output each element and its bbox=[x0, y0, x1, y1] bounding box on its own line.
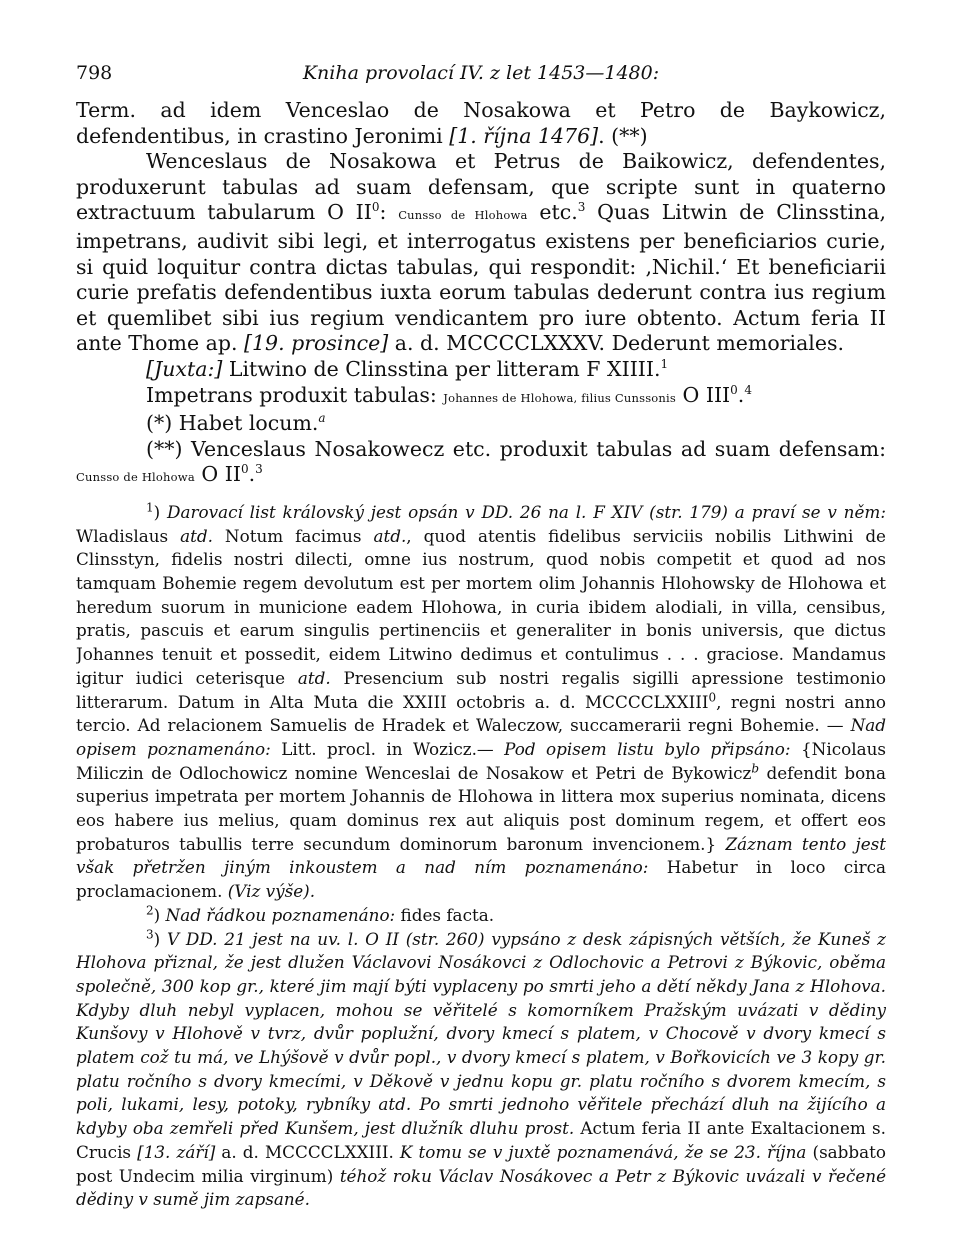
text-span: : bbox=[379, 200, 399, 225]
text-span: O III bbox=[676, 382, 731, 407]
paragraph-venceslaus bbox=[76, 437, 886, 491]
text-span: Quas Litwin de Clinsstina, impetrans, audivit sibi legi, et interrogatus existens per beneficiarios curie, si quid loquitur contra dictas tabulas, qui respondit: ‚Nichil.‘ Et beneficiarii curie prefatis defendentibus iuxta eorum tabulas dederunt contra ius regium et quemlibet sibi ius regium vendicantem pro iure obtento. Actum feria II ante Thome ap. bbox=[76, 200, 886, 356]
text-span: Litwino de Clinsstina per litteram F XIIII. bbox=[222, 356, 661, 381]
paragraph-term bbox=[76, 98, 886, 149]
footnote-ref: 1 bbox=[660, 357, 669, 372]
footnotes bbox=[76, 501, 886, 1212]
footnote-ref: 3 bbox=[255, 462, 263, 477]
footnote-ref: 3 bbox=[577, 200, 586, 215]
footnote-ref: a bbox=[318, 411, 326, 426]
text-span: (sabbato post Undecim milia virginum) bbox=[76, 1141, 886, 1186]
text-span: Notum facimus bbox=[212, 525, 374, 546]
editorial-date: [1. října 1476] bbox=[449, 123, 599, 148]
text-span: a. d. MCCCCLXXIII. bbox=[215, 1141, 400, 1162]
text-span: (Viz výše). bbox=[227, 881, 316, 902]
footnote-marker: 3 bbox=[146, 926, 154, 941]
text-span: fides facta. bbox=[395, 904, 495, 925]
superscript: 0 bbox=[240, 462, 249, 477]
text-span: a. d. MCCCCLXXXV. Dederunt memoriales. bbox=[388, 331, 845, 356]
text-span: atd. bbox=[297, 667, 331, 688]
text-span: Nad opisem poznamenáno: bbox=[76, 715, 886, 759]
page-number: 798 bbox=[76, 62, 113, 84]
text-span: Impetrans produxit tabulas: bbox=[146, 382, 444, 407]
text-span: Nad řádkou poznamenáno: bbox=[165, 904, 396, 925]
text-span: {Nicolaus Miliczin de Odlochowicz nomine Wenceslai de Nosakow et Petri de Bykowicz bbox=[76, 738, 886, 783]
footnote-3: $^3$) V DD. 21 jest na uv. l. O II (str. 260) vypsáno z desk zápisných větších, že Kuneš z Hlohova přiznal, že jest dlužen Václavovi Nosákovci z Odlochovic a Petrovi z Býkovic, oběma společně, 300 kop gr., které jim mají býti vyplaceny po smrti jeho a dětí někdy Jana z Hlohova. Kdyby dluh nebyl vyplacen, mohou se věřitelé s komorníkem Pražským uvázati v dědiny Kunšovy v Hlohově v tvrz, dvůr poplužní, dvory kmecí s platem, v Chocově v dvory kmecí s platem což tu má, ve Lhýšově v dvůr popl., v dvory kmecí s platem, v Bořkovicích ve 3 kopy gr. platu ročního s dvory kmecími, v Děkově v jednu kopu gr. platu ročního s dvorem kmecím, s poli, lukami, lesy, potoky, rybníky atd. Po smrti jednoho věřitele přechází dluh na žijícího a kdyby oba zemřeli před Kunšem, jest dlužník dluhu prost. Actum feria II ante Exaltacionem s. Crucis [13. září] a. d. MCCCCLXXIII. K tomu se v juxtě poznamenává, že se 23. října (sabbato post Undecim milia virginum) téhož roku Václav Nosákovec a Petr z Býkovic uvázali v řečené dědiny v sumě jim zapsané. bbox=[76, 926, 886, 1210]
text-span: Wladislaus bbox=[76, 525, 181, 546]
text-span: Wenceslaus de Nosakowa et Petrus de Baikowicz, defendentes, produxerunt tabulas ad suam defensam, que scripte sunt in quaterno extractuum tabularum O II bbox=[76, 149, 886, 225]
text-span: defendit bona superius impetrata per mortem Johannis de Hlohowa in littera mox superius nominata, dicens eos habere ius melius, quam dominus rex aut aliquis post dominum regem, et offert eos probaturos tabullis terre secundum dominorum baronum invencionem.} bbox=[76, 762, 886, 854]
paragraph-habet bbox=[76, 411, 886, 437]
footnote-2: $^2$) Nad řádkou poznamenáno: fides facta. bbox=[146, 903, 495, 925]
juxta-label: [Juxta:] bbox=[146, 356, 223, 381]
small-caps-name: Cunsso de Hlohowa bbox=[76, 470, 195, 485]
superscript: 0 bbox=[708, 689, 717, 704]
page-header bbox=[76, 58, 886, 98]
superscript: 0 bbox=[730, 382, 738, 397]
editorial-date: [19. prosince] bbox=[244, 331, 389, 356]
superscript: 0 bbox=[371, 200, 380, 215]
main-text bbox=[76, 98, 886, 491]
text-span: V DD. 21 jest na uv. l. O II (str. 260) vypsáno z desk zápisných větších, že Kuneš z Hlohova přiznal, že jest dlužen Václavovi Nosákovci z Odlochovic a Petrovi z Býkovic, oběma společně, 300 kop gr., které jim mají býti vyplaceny po smrti jeho a dětí někdy Jana z Hlohova. Kdyby dluh nebyl vyplacen, mohou se věřitelé s komorníkem Pražským uvázati v dědiny Kunšovy v Hlohově v tvrz, dvůr poplužní, dvory kmecí s platem, v Chocově v dvory kmecí s platem což tu má, ve Lhýšově v dvůr popl., v dvory kmecí s platem, v Bořkovicích ve 3 kopy gr. platu ročního s dvory kmecími, v Děkově v jednu kopu gr. platu ročního s dvorem kmecím, s poli, lukami, lesy, potoky, rybníky atd. Po smrti jednoho věřitele přechází dluh na žijícího a kdyby oba zemřeli před Kunšem, jest dlužník dluhu prost. bbox=[76, 928, 886, 1139]
text-span: Habetur in loco circa proclamacionem. bbox=[76, 857, 886, 902]
text-span: . bbox=[248, 462, 256, 487]
text-span: , regni nostri anno tercio. Ad relacionem Samuelis de Hradek et Waleczow, succamerarii regni Bohemie. — bbox=[76, 691, 886, 736]
text-span: (*) Habet locum. bbox=[146, 411, 319, 436]
text-span: (**) Venceslaus Nosakowecz etc. produxit tabulas ad suam defensam: bbox=[146, 436, 886, 461]
page bbox=[76, 58, 886, 1218]
text-span: O II bbox=[194, 462, 241, 487]
text-span: K tomu se v juxtě poznamenává, že se 23. října bbox=[399, 1141, 807, 1162]
editorial-date: [13. září] bbox=[137, 1141, 216, 1162]
text-span: Pod opisem listu bylo připsáno: bbox=[504, 738, 791, 759]
text-span: Litt. procl. in Wozicz.— bbox=[270, 738, 505, 759]
footnote-ref: b bbox=[751, 761, 760, 776]
text-span: atd. bbox=[180, 525, 213, 546]
footnote-1: $^1$) Darovací list královský jest opsán v DD. 26 na l. F XIV (str. 179) a praví se v něm: Wladislaus atd. Notum facimus atd., quod atentis fidelibus serviciis nobilis Lithwini de Clinsstyn, fidelis nostri dilecti, omne ius nostrum, quod nobis competit et quod ad nos tamquam Bohemie regem devolutum est per mortem olim Johannis Hlohowsky de Hlohowa et heredum suorum in municione eadem Hlohowa, in curia ibidem alodiali, in villa, censibus, pratis, pascuis et earum singulis pertinenciis et generaliter in bonis universis, que dictus Johannes tenuit et possedit, eidem Litwino dedimus et contulimus . . . graciose. Mandamus igitur iudici ceterisque atd. Presencium sub nostri regalis sigilli apressione testimonio litterarum. Datum in Alta Muta die XXIII octobris a. d. MCCCCLXXIII$^0$, regni nostri anno tercio. Ad relacionem Samuelis de Hradek et Waleczow, succamerarii regni Bohemie. — Nad opisem poznamenáno: Litt. procl. in Wozicz.— Pod opisem listu bylo připsáno: {Nicolaus Miliczin de Odlochowicz nomine Wenceslai de Nosakow et Petri de Bykowicz$^b$ defendit bona superius impetrata per mortem Johannis de Hlohowa in littera mox superius nominata, dicens eos habere ius melius, quam dominus rex aut aliquis post dominum regem, et offert eos probaturos tabullis terre secundum dominorum baronum invencionem.} Záznam tento jest však přetržen jiným inkoustem a nad ním poznamenáno: Habetur in loco circa proclamacionem. (Viz výše). bbox=[76, 500, 886, 902]
text-span: atd. bbox=[373, 525, 407, 546]
footnote-marker: 1 bbox=[146, 500, 154, 515]
text-span: etc. bbox=[527, 200, 578, 225]
text-span: Darovací list královský jest opsán v DD. 26 na l. F XIV (str. 179) a praví se v něm: bbox=[167, 501, 886, 522]
footnote-marker: 2 bbox=[146, 903, 154, 918]
text-span: téhož roku Václav Nosákovec a Petr z Býkovic uvázali v řečené dědiny v sumě jim zapsané. bbox=[76, 1165, 886, 1210]
small-caps-name: Cunsso de Hlohowa bbox=[398, 208, 528, 223]
running-title: Kniha provolací IV. z let 1453—1480: bbox=[302, 62, 660, 84]
text-span: Actum feria II ante Exaltacionem s. Crucis bbox=[76, 1118, 886, 1162]
text-span: . bbox=[737, 382, 745, 407]
text-span: . (**) bbox=[598, 123, 648, 148]
footnote-ref: 4 bbox=[744, 382, 752, 397]
text-span: Presencium sub nostri regalis sigilli apressione testimonio litterarum. Datum in Alta Muta die XXIII octobris a. d. MCCCCLXXIII bbox=[76, 667, 886, 712]
paragraph-juxta bbox=[76, 357, 886, 383]
text-span: Term. ad idem Venceslao de Nosakowa et Petro de Baykowicz, defendentibus, in crastino Jeronimi bbox=[76, 98, 886, 148]
paragraph-impetrans bbox=[76, 383, 886, 412]
small-caps-name: Johannes de Hlohowa, filius Cunssonis bbox=[443, 390, 677, 405]
paragraph-record bbox=[76, 149, 886, 357]
text-span: , quod atentis fidelibus serviciis nobilis Lithwini de Clinsstyn, fidelis nostri dilecti, omne ius nostrum, quod nobis competit et quod ad nos tamquam Bohemie regem devolutum est per mortem olim Johannis Hlohowsky de Hlohowa et heredum suorum in municione eadem Hlohowa, in curia ibidem alodiali, in villa, censibus, pratis, pascuis et earum singulis pertinenciis et generaliter in bonis universis, que dictus Johannes tenuit et possedit, eidem Litwino dedimus et contulimus . . . graciose. Mandamus igitur iudici ceterisque bbox=[76, 525, 886, 688]
text-span: Záznam tento jest však přetržen jiným inkoustem a nad ním poznamenáno: bbox=[76, 833, 886, 878]
